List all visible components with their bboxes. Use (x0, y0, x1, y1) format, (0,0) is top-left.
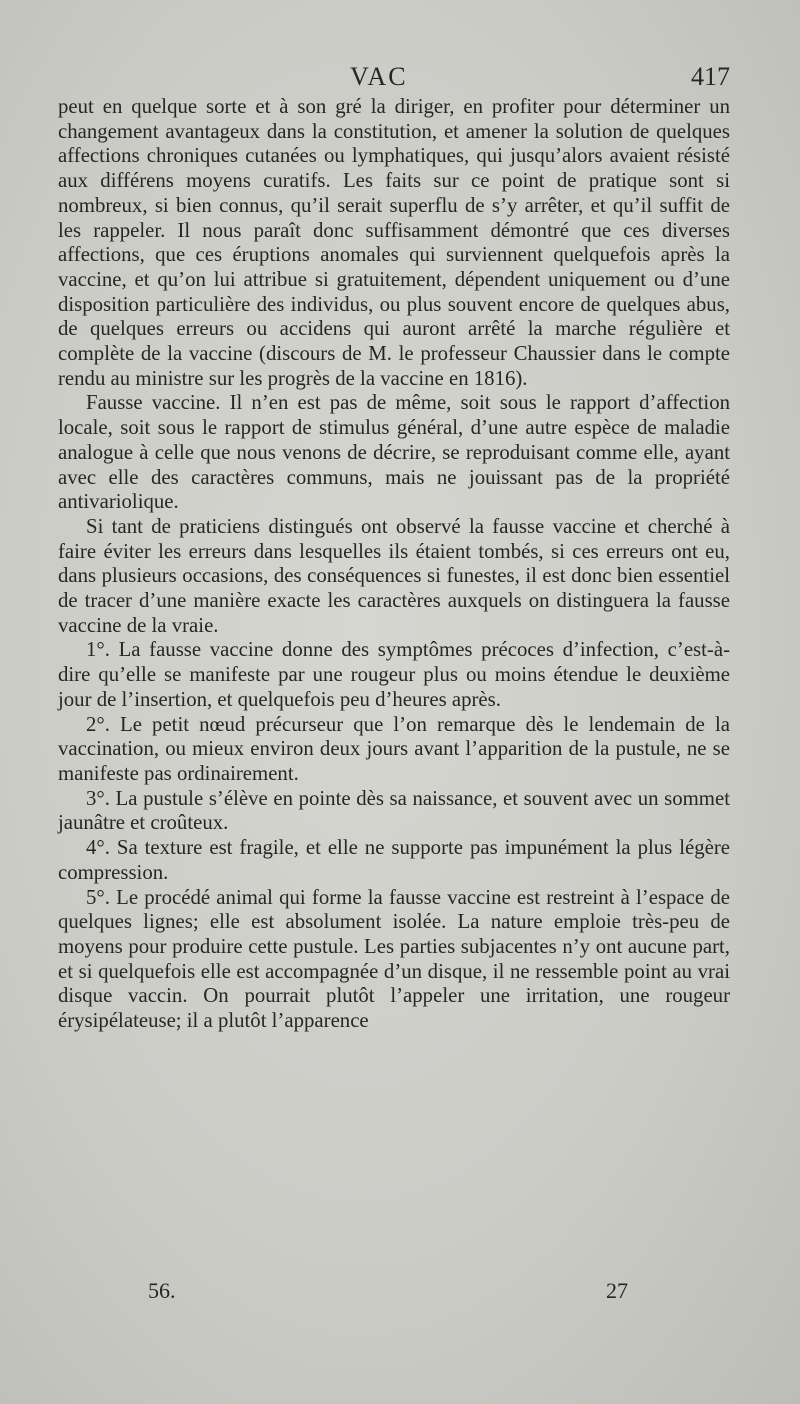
page-header (0, 62, 800, 92)
paragraph: Si tant de praticiens distingués ont observé la fausse vaccine et cherché à faire éviter les erreurs dans lesquelles ils étaient tombés, si ces erreurs ont eu, dans plusieurs occasions, des conséquences si funestes, il est donc bien essentiel de tracer d’une manière exacte les caractères auxquels on distinguera la fausse vaccine de la vraie. (58, 514, 730, 637)
gathering-number: 27 (606, 1278, 628, 1303)
paragraph: 4°. Sa texture est fragile, et elle ne supporte pas impunément la plus légère compression. (58, 836, 730, 884)
running-title: VAC (350, 62, 408, 91)
paragraph: peut en quelque sorte et à son gré la diriger, en profiter pour déterminer un changement avantageux dans la constitution, et amener la solution de quelques affections chroniques cutanées ou lymphatiques, qui jusqu’alors avaient résisté aux différens moyens curatifs. Les faits sur ce point de pratique sont si nombreux, si bien connus, qu’il serait superflu de s’y arrêter, et qu’il suffit de les rappeler. Il nous paraît donc suffisamment démontré que ces diverses affections, que ces éruptions anomales qui surviennent quelquefois après la vaccine, et qu’on lui attribue si gratuitement, dépendent uniquement ou d’une disposition particulière des individus, ou plus souvent encore de quelques abus, de quelques erreurs ou accidens qui auront arrêté la marche régulière et complète de la vaccine (discours de M. le professeur Chaussier dans le compte rendu au ministre sur les progrès de la vaccine en 1816). (58, 95, 730, 390)
paragraph: 5°. Le procédé animal qui forme la fausse vaccine est restreint à l’espace de quelques lignes; elle est absolument isolée. La nature emploie très-peu de moyens pour produire cette pustule. Les parties subjacentes n’y ont aucune part, et si quelquefois elle est accompagnée d’un disque, il ne ressemble point au vrai disque vaccin. On pourrait plutôt l’appeler une irritation, une rougeur érysipélateuse; il a plutôt l’apparence (58, 885, 730, 1033)
paragraph: Fausse vaccine. Il n’en est pas de même, soit sous le rapport d’affection locale, soit sous le rapport de stimulus général, d’une autre espèce de maladie analogue à celle que nous venons de décrire, se reproduisant comme elle, ayant avec elle des caractères communs, mais ne jouissant pas de la propriété antivariolique. (58, 391, 730, 514)
paragraph: 3°. La pustule s’élève en pointe dès sa naissance, et souvent avec un sommet jaunâtre et croûteux. (58, 786, 730, 835)
page-number: 417 (691, 62, 730, 91)
signature-mark: 56. (148, 1278, 176, 1303)
page-footer (0, 1278, 800, 1308)
paragraph: 2°. Le petit nœud précurseur que l’on remarque dès le lendemain de la vaccination, ou mieux environ deux jours avant l’apparition de la pustule, ne se manifeste pas ordinairement. (58, 712, 730, 785)
body-text (58, 95, 730, 1034)
paragraph: 1°. La fausse vaccine donne des symptômes précoces d’infection, c’est-à-dire qu’elle se manifeste par une rougeur plus ou moins étendue le deuxième jour de l’insertion, et quelquefois peu d’heures après. (58, 638, 730, 711)
